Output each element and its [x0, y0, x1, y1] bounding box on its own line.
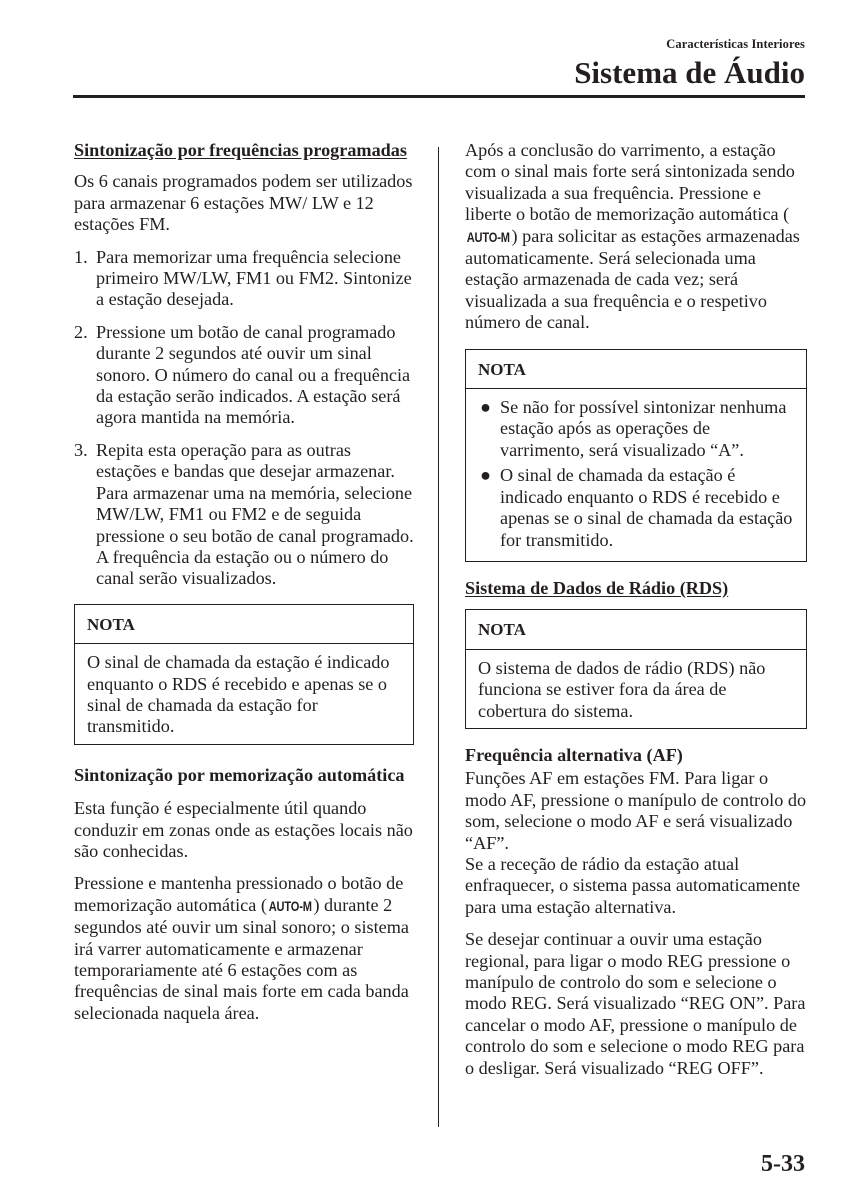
- scan-text-start: Após a conclusão do varrimento, a estação com o sinal mais forte será sintonizada sendo visualizada a sua frequência. Pressione e liberte o botão de memorização automática (: [465, 140, 795, 225]
- note-body: [466, 650, 806, 728]
- note-text: O sistema de dados de rádio (RDS) não funciona se estiver fora da área de cobertura do sistema.: [478, 657, 766, 721]
- note-box: [465, 349, 807, 562]
- left-column: [74, 140, 414, 1035]
- list-item: [478, 465, 796, 551]
- note-box: [465, 609, 807, 729]
- note-box: [74, 604, 414, 745]
- af-paragraph-continued: Se a receção de rádio da estação atual enfraquecer, o sistema passa automaticamente para uma estação alternativa.: [465, 853, 801, 917]
- reg-paragraph: Se desejar continuar a ouvir uma estação regional, para ligar o modo REG pressione o manípulo de controlo do som e selecione o modo REG. Será visualizado “REG ON”. Para cancelar o modo AF, pressione o manípulo de controlo do som e selecione o modo REG para o desligar. Será visualizado “REG OFF”.: [465, 929, 806, 1078]
- preset-tuning-heading: Sintonização por frequências programadas: [74, 140, 407, 160]
- step-text: Repita esta operação para as outras estações e bandas que desejar armazenar. Para armazenar uma na memória, selecione MW/LW, FM1 ou FM2 e de seguida pressione o seu botão de canal programado. A frequência da estação ou o número do canal serão visualizados.: [96, 439, 414, 589]
- auto-memory-text-end: ) durante 2 segundos até ouvir um sinal sonoro; o sistema irá varrer automaticamente e armazenar temporariamente até 6 estações com as frequências de sinal mais forte em cada banda selecionada naquela área.: [74, 894, 409, 1023]
- column-divider: [438, 147, 439, 1127]
- list-item: [478, 397, 796, 461]
- list-item: [74, 440, 414, 590]
- note-body: [75, 644, 413, 744]
- step-text: Para memorizar uma frequência selecione primeiro MW/LW, FM1 ou FM2. Sintonize a estação desejada.: [96, 246, 412, 310]
- auto-memory-paragraph: Esta função é especialmente útil quando conduzir em zonas onde as estações locais não são conhecidas.: [74, 798, 413, 861]
- preset-intro: Os 6 canais programados podem ser utilizados para armazenar 6 estações MW/ LW e 12 estações FM.: [74, 171, 413, 235]
- scan-result-paragraph: [465, 140, 807, 334]
- bullet-icon: ●: [480, 465, 491, 486]
- section-name: Características Interiores: [666, 37, 805, 51]
- note-body: [466, 389, 806, 561]
- note-bullet-text: Se não for possível sintonizar nenhuma estação após as operações de varrimento, será visualizado “A”.: [500, 397, 787, 460]
- step-text: Pressione um botão de canal programado durante 2 segundos até ouvir um sinal sonoro. O número do canal ou a frequência da estação serão indicados. A estação será agora mantida na memória.: [96, 321, 411, 428]
- note-title: NOTA: [466, 610, 806, 649]
- af-heading: Frequência alternativa (AF): [465, 744, 683, 765]
- auto-memory-instructions: [74, 873, 414, 1024]
- step-number: 3.: [74, 439, 88, 460]
- page-title: Sistema de Áudio: [574, 55, 805, 90]
- note-bullet-text: O sinal de chamada da estação é indicado enquanto o RDS é recebido e apenas se o sinal de chamada da estação for transmitido.: [500, 465, 793, 550]
- bullet-icon: ●: [480, 397, 491, 418]
- preset-steps-list: [74, 247, 414, 590]
- note-text: O sinal de chamada da estação é indicado enquanto o RDS é recebido e apenas se o sinal de chamada da estação for transmitido.: [87, 652, 390, 737]
- step-number: 2.: [74, 321, 88, 342]
- af-paragraph: Funções AF em estações FM. Para ligar o modo AF, pressione o manípulo de controlo do som, selecione o modo AF e será visualizado “AF”.: [465, 768, 807, 853]
- auto-m-button-label: AUTO-M: [268, 898, 312, 914]
- header-rule: [73, 95, 805, 98]
- note-title: NOTA: [466, 350, 806, 389]
- note-bullet-list: [478, 397, 796, 551]
- rds-heading: Sistema de Dados de Rádio (RDS): [465, 577, 729, 598]
- auto-memory-heading: Sintonização por memorização automática: [74, 764, 405, 785]
- step-number: 1.: [74, 246, 88, 267]
- auto-memory-text-start: Pressione e mantenha pressionado o botão de memorização automática (: [74, 873, 404, 915]
- list-item: [74, 322, 414, 429]
- note-title: NOTA: [75, 605, 413, 644]
- right-column: [465, 140, 807, 1090]
- list-item: [74, 247, 414, 311]
- page-number: 5-33: [761, 1151, 805, 1177]
- scan-text-end: ) para solicitar as estações armazenadas automaticamente. Será selecionada uma estação armazenada de cada vez; será visualizada a sua frequência e o respetivo número de canal.: [465, 225, 800, 333]
- auto-m-button-label: AUTO-M: [466, 229, 510, 245]
